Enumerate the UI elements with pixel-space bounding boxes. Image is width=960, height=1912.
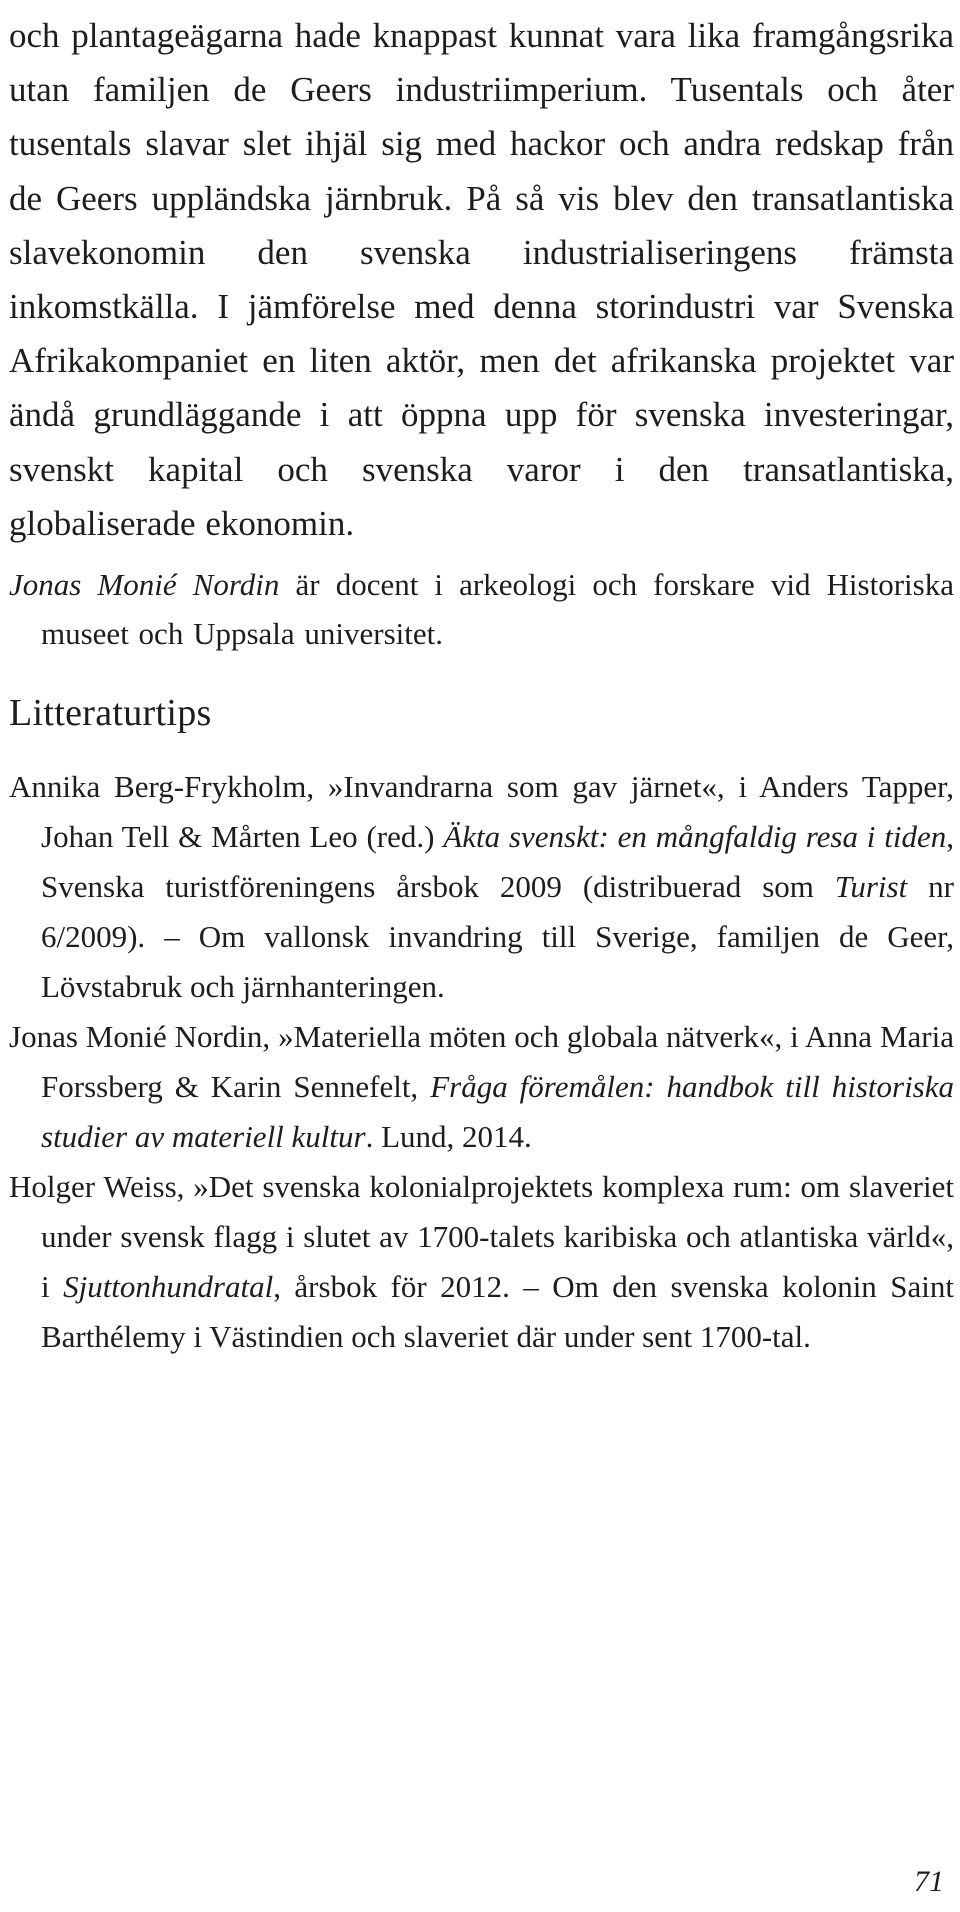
- section-heading: Litteraturtips: [9, 692, 212, 735]
- page-number: 71: [914, 1865, 944, 1898]
- page: [9, 0, 954, 1912]
- reference-text: . Lund, 2014.: [365, 1119, 532, 1155]
- reference-title: Sjuttonhundratal: [63, 1269, 274, 1305]
- reference-list: [9, 762, 954, 1362]
- reference-item: [9, 762, 954, 1012]
- reference-item: [9, 1012, 954, 1162]
- reference-text: Holger Weiss, »Det svenska kolonialprojektets komplexa rum: om slaveriet under svensk flagg i slutet av 1700-talets karibiska och atlantiska värld«, i: [9, 1169, 954, 1305]
- author-name: Jonas Monié Nordin: [9, 567, 280, 603]
- author-bio-text: är docent i arkeologi och forskare vid Historiska museet och Uppsala universitet.: [41, 567, 954, 652]
- author-bio: [9, 560, 954, 658]
- reference-text: , Svenska turistföreningens årsbok 2009 (distribuerad som: [41, 819, 954, 905]
- reference-text: , årsbok för 2012. – Om den svenska kolonin Saint Barthélemy i Västindien och slaveriet där under sent 1700-tal.: [41, 1269, 954, 1355]
- reference-text: Annika Berg-Frykholm, »Invandrarna som gav järnet«, i Anders Tapper, Johan Tell & Mårten Leo (red.): [9, 769, 954, 855]
- reference-title: Äkta svenskt: en mångfaldig resa i tiden: [443, 819, 947, 855]
- body-paragraph: och plantageägarna hade knappast kunnat vara lika framgångsrika utan familjen de Geers industriimperium. Tusentals och åter tusentals slavar slet ihjäl sig med hackor och andra redskap från de Geers uppländska järnbruk. På så vis blev den transatlantiska slavekonomin den svenska industrialiseringens främsta inkomstkälla. I jämförelse med denna storindustri var Svenska Afrikakompaniet en liten aktör, men det afrikanska projektet var ändå grundläggande i att öppna upp för svenska investeringar, svenskt kapital och svenska varor i den transatlantiska, globaliserade ekonomin.: [9, 16, 954, 543]
- reference-text: Jonas Monié Nordin, »Materiella möten och globala nätverk«, i Anna Maria Forssberg & Karin Sennefelt,: [9, 1019, 954, 1105]
- reference-text: nr 6/2009). – Om vallonsk invandring till Sverige, familjen de Geer, Lövstabruk och järnhanteringen.: [41, 869, 954, 1005]
- reference-item: [9, 1162, 954, 1362]
- reference-title: Fråga föremålen: handbok till historiska studier av materiell kultur: [41, 1069, 955, 1155]
- reference-title: Turist: [834, 869, 908, 905]
